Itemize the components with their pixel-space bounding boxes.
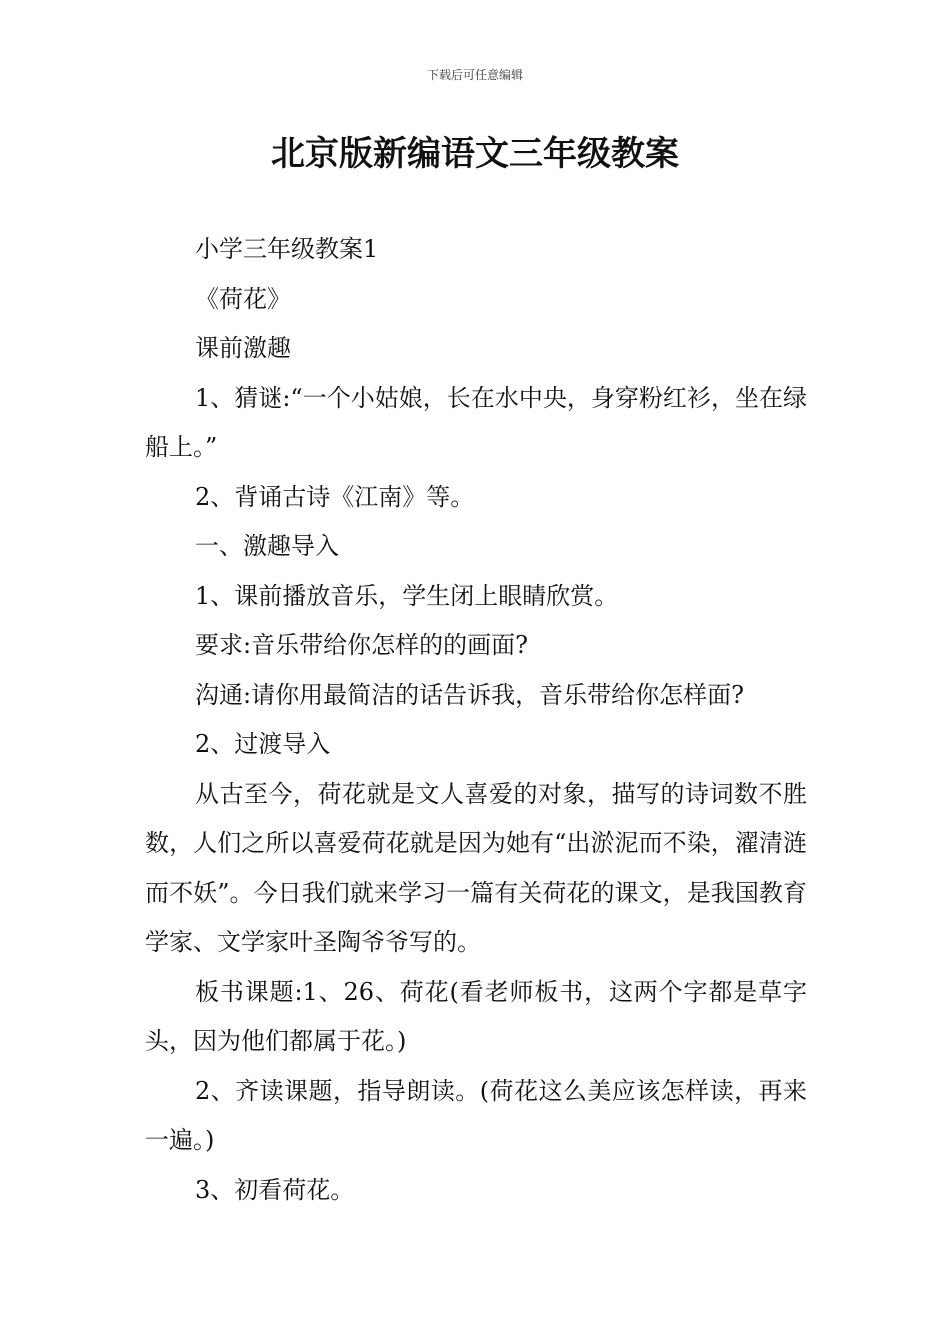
- header-note: 下载后可任意编辑: [426, 68, 523, 82]
- document-body: [145, 225, 807, 1215]
- paragraph: 3、初看荷花。: [195, 1175, 355, 1204]
- paragraph: 2、过渡导入: [195, 730, 331, 758]
- paragraph: 要求:音乐带给你怎样的的画面?: [195, 631, 528, 659]
- paragraph: 板书课题:1、26、荷花(看老师板书，这两个字都是草字头，因为他们都属于花。): [145, 977, 807, 1055]
- paragraph: 《荷花》: [195, 284, 291, 313]
- paragraph: 2、齐读课题，指导朗读。(荷花这么美应该怎样读，再来一遍。): [145, 1076, 807, 1154]
- document-title: 北京版新编语文三年级教案: [271, 134, 679, 174]
- paragraph: 2、背诵古诗《江南》等。: [195, 482, 475, 511]
- paragraph: 课前激趣: [195, 334, 291, 362]
- paragraph: 1、猜谜:“一个小姑娘，长在水中央，身穿粉红衫，坐在绿船上。”: [145, 383, 807, 461]
- paragraph: 一、激趣导入: [195, 532, 339, 560]
- paragraph: 小学三年级教案1: [195, 235, 379, 263]
- paragraph: 1、课前播放音乐，学生闭上眼睛欣赏。: [195, 581, 619, 610]
- paragraph: 从古至今，荷花就是文人喜爱的对象，描写的诗词数不胜数，人们之所以喜爱荷花就是因为她有“出淤泥而不染，濯清涟而不妖”。今日我们就来学习一篇有关荷花的课文，是我国教育学家、文学家叶圣陶爷爷写的。: [145, 779, 807, 956]
- paragraph: 沟通:请你用最简洁的话告诉我，音乐带给你怎样面?: [195, 680, 744, 709]
